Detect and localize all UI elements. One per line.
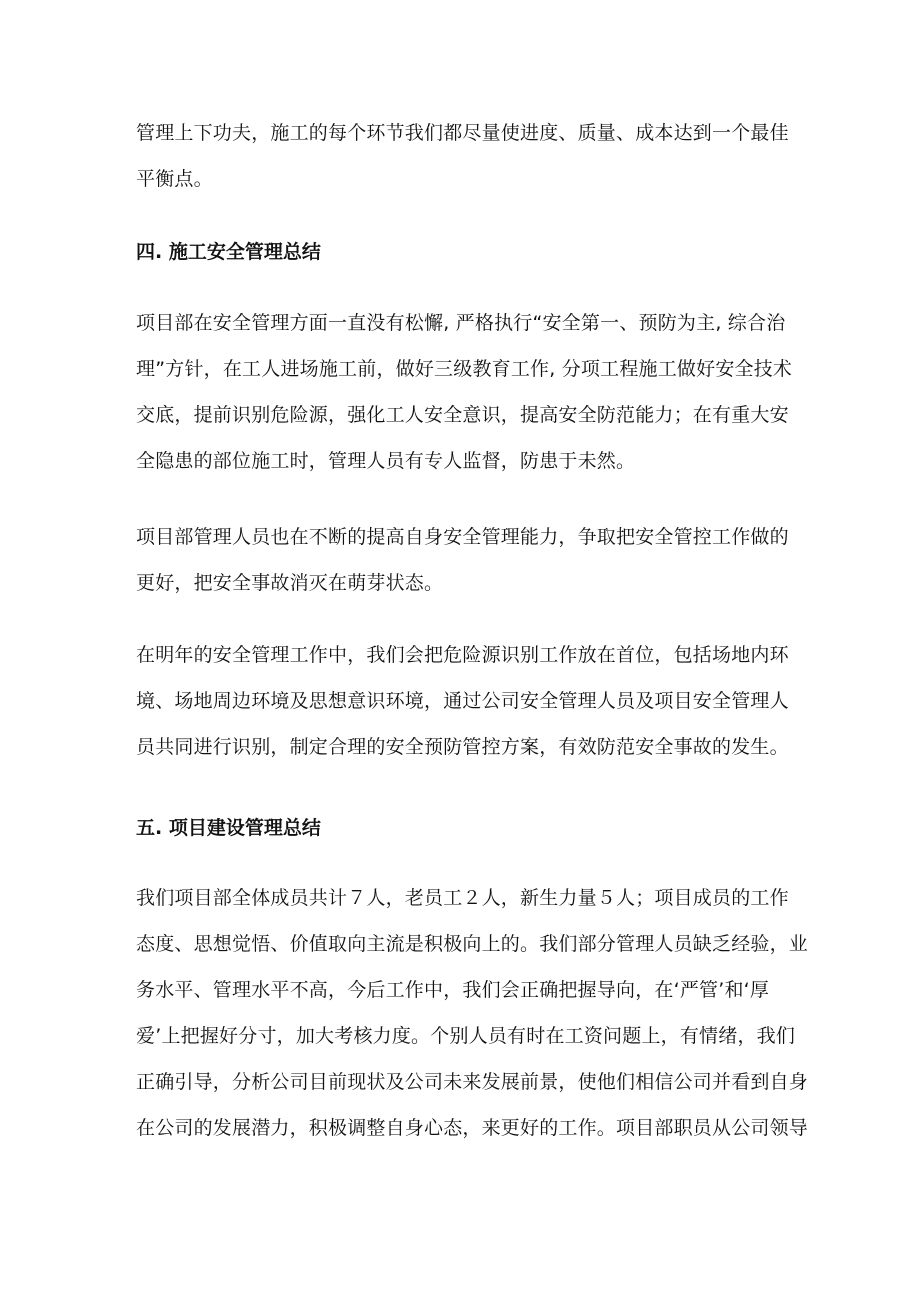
paragraph-team-summary: [136, 875, 809, 1151]
text-line: 项目部管理人员也在不断的提高自身安全管理能力，争取把安全管控工作做的: [136, 526, 789, 548]
text-line: 在明年的安全管理工作中，我们会把危险源识别工作放在首位，包括场地内环: [136, 644, 789, 666]
text-line: 境、场地周边环境及思想意识环境，通过公司安全管理人员及项目安全管理人: [136, 690, 789, 712]
text-line: 平衡点。: [136, 168, 213, 190]
section-heading-safety: 四. 施工安全管理总结: [136, 241, 321, 263]
text-line: 正确引导，分析公司目前现状及公司未来发展前景，使他们相信公司并看到自身: [136, 1071, 809, 1093]
text-line: 在公司的发展潜力，积极调整自身心态，来更好的工作。项目部职员从公司领导: [136, 1117, 809, 1139]
text-line: 项目部在安全管理方面一直没有松懈, 严格执行“安全第一、预防为主, 综合治: [136, 312, 786, 334]
text-line: 我们项目部全体成员共计７人，老员工２人，新生力量５人；项目成员的工作: [136, 887, 789, 909]
text-line: 管理上下功夫，施工的每个环节我们都尽量使进度、质量、成本达到一个最佳: [136, 122, 789, 144]
text-line: 全隐患的部位施工时，管理人员有专人监督，防患于未然。: [136, 450, 636, 472]
text-line: 务水平、管理水平不高，今后工作中，我们会正确把握导向，在‘严管’和‘厚: [136, 979, 770, 1001]
paragraph-safety-management: [136, 300, 796, 484]
text-line: 理”方针，在工人进场施工前，做好三级教育工作, 分项工程施工做好安全技术: [136, 358, 793, 380]
text-line: 员共同进行识别，制定合理的安全预防管控方案，有效防范安全事故的发生。: [136, 736, 789, 758]
text-line: 态度、思想觉悟、价值取向主流是积极向上的。我们部分管理人员缺乏经验，业: [136, 933, 809, 955]
paragraph-safety-ability: [136, 514, 796, 606]
paragraph-progress-balance: [136, 110, 796, 202]
text-line: 交底，提前识别危险源，强化工人安全意识，提高安全防范能力；在有重大安: [136, 404, 789, 426]
section-heading-project-construction: 五. 项目建设管理总结: [136, 817, 321, 839]
paragraph-next-year-plan: [136, 632, 796, 770]
text-line: 爱’上把握好分寸，加大考核力度。个别人员有时在工资问题上，有情绪，我们: [136, 1025, 796, 1047]
text-line: 更好，把安全事故消灭在萌芽状态。: [136, 572, 444, 594]
